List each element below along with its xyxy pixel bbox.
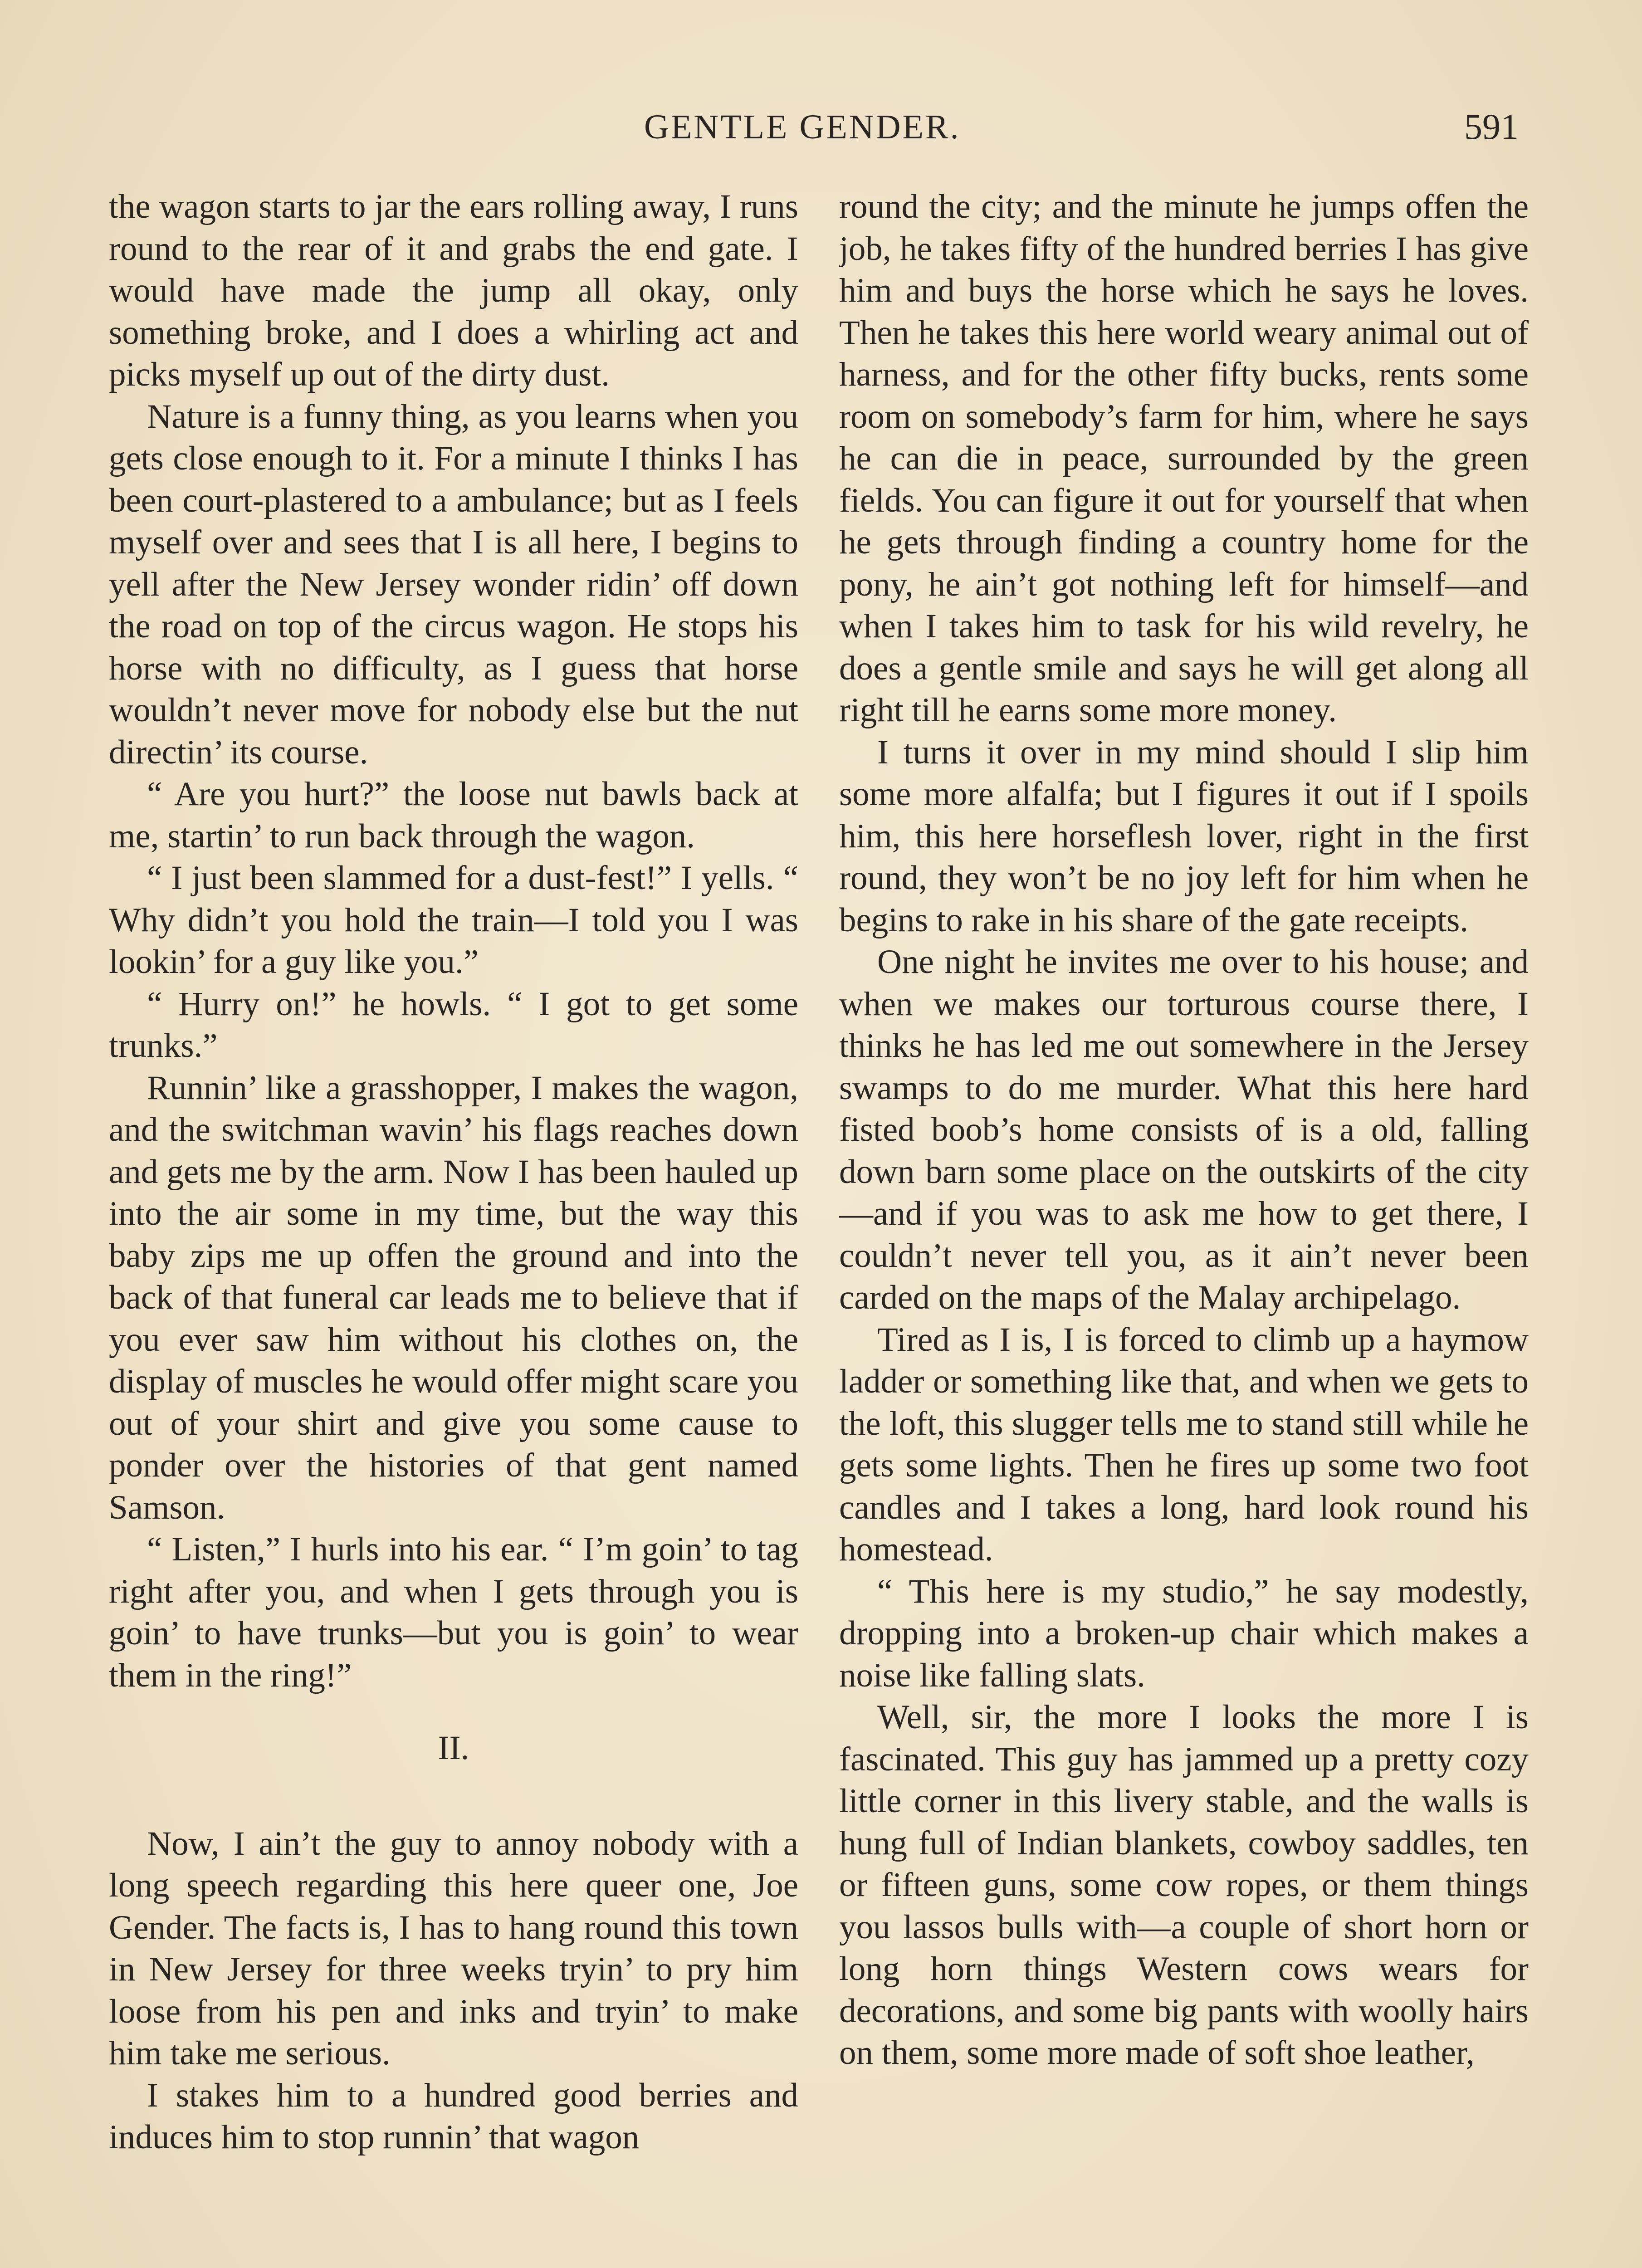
paragraph: “ Hurry on!” he howls. “ I got to get some trunks.” [109,985,798,1065]
paragraph: “ Are you hurt?” the loose nut bawls back at me, startin’ to run back through the wagon. [109,775,798,855]
paragraph: One night he invites me over to his house; and when we makes our torturous course there, I thinks he has led me out somewhere in the Jersey swamps to do me murder. What this here hard fisted boob’s home consists of is a old, falling down barn some place on the outskirts of the city—and if you was to ask me how to get there, I couldn’t never tell you, as it ain’t never been carded on the maps of the Malay archipelago. [839,943,1529,1316]
running-title: GENTLE GENDER. [644,108,961,146]
paragraph: round the city; and the minute he jumps offen the job, he takes fifty of the hundred berries I has give him and buys the horse which he says he loves. Then he takes this here world weary animal out of harness, and for the other fifty bucks, rents some room on somebody’s farm for him, where he says he can die in peace, surrounded by the green fields. You can figure it out for yourself that when he gets through finding a country home for the pony, he ain’t got nothing left for himself—and when I takes him to task for his wild revelry, he does a gentle smile and says he will get along all right till he earns some more money. [839,188,1529,729]
paragraph: “ I just been slammed for a dust-fest!” I yells. “ Why didn’t you hold the train—I told you I was lookin’ for a guy like you.” [109,859,798,981]
paragraph: Nature is a funny thing, as you learns when you gets close enough to it. For a minute I thinks I has been court-plastered to a ambulance; but as I feels myself over and sees that I is all here, I begins to yell after the New Jersey wonder ridin’ off down the road on top of the circus wagon. He stops his horse with no difficulty, as I guess that horse wouldn’t never move for nobody else but the nut directin’ its course. [109,397,798,771]
page-header [0,104,1642,154]
paragraph: Now, I ain’t the guy to annoy nobody with a long speech regarding this here queer one, Joe Gender. The facts is, I has to hang round this town in New Jersey for three weeks tryin’ to pry him loose from his pen and inks and tryin’ to make him take me serious. [109,1824,798,2072]
paragraph: Well, sir, the more I looks the more I is fascinated. This guy has jammed up a pretty cozy little corner in this livery stable, and the walls is hung full of Indian blankets, cowboy saddles, ten or fifteen guns, some cow ropes, or them things you lassos bulls with—a couple of short horn or long horn things Western cows wears for decorations, and some big pants with woolly hairs on them, some more made of soft shoe leather, [839,1698,1529,2072]
paragraph: I stakes him to a hundred good berries and induces him to stop runnin’ that wagon [109,2076,798,2156]
paragraph: Tired as I is, I is forced to climb up a haymow ladder or something like that, and when we gets to the loft, this slugger tells me to stand still while he gets some lights. Then he fires up some two foot candles and I takes a long, hard look round his homestead. [839,1320,1529,1568]
paragraph: “ Listen,” I hurls into his ear. “ I’m goin’ to tag right after you, and when I gets through you is goin’ to have trunks—but you is goin’ to wear them in the ring!” [109,1530,798,1694]
right-text-column [839,186,1529,2268]
section-heading: II. [438,1729,469,1767]
paragraph: “ This here is my studio,” he say modestly, dropping into a broken-up chair which makes a noise like falling slats. [839,1572,1529,1694]
paragraph: Runnin’ like a grasshopper, I makes the wagon, and the switchman wavin’ his flags reaches down and gets me by the arm. Now I has been hauled up into the air some in my time, but the way this baby zips me up offen the ground and into the back of that funeral car leads me to believe that if you ever saw him without his clothes on, the display of muscles he would offer might scare you out of your shirt and give you some cause to ponder over the histories of that gent named Samson. [109,1069,798,1526]
paragraph: I turns it over in my mind should I slip him some more alfalfa; but I figures it out if I spoils him, this here horseflesh lover, right in the first round, they won’t be no joy left for him when he begins to rake in his share of the gate receipts. [839,733,1529,939]
page-number: 591 [1464,107,1519,147]
paragraph: the wagon starts to jar the ears rolling away, I runs round to the rear of it and grabs the end gate. I would have made the jump all okay, only something broke, and I does a whirling act and picks myself up out of the dirty dust. [109,188,798,393]
left-text-column [109,186,798,2268]
